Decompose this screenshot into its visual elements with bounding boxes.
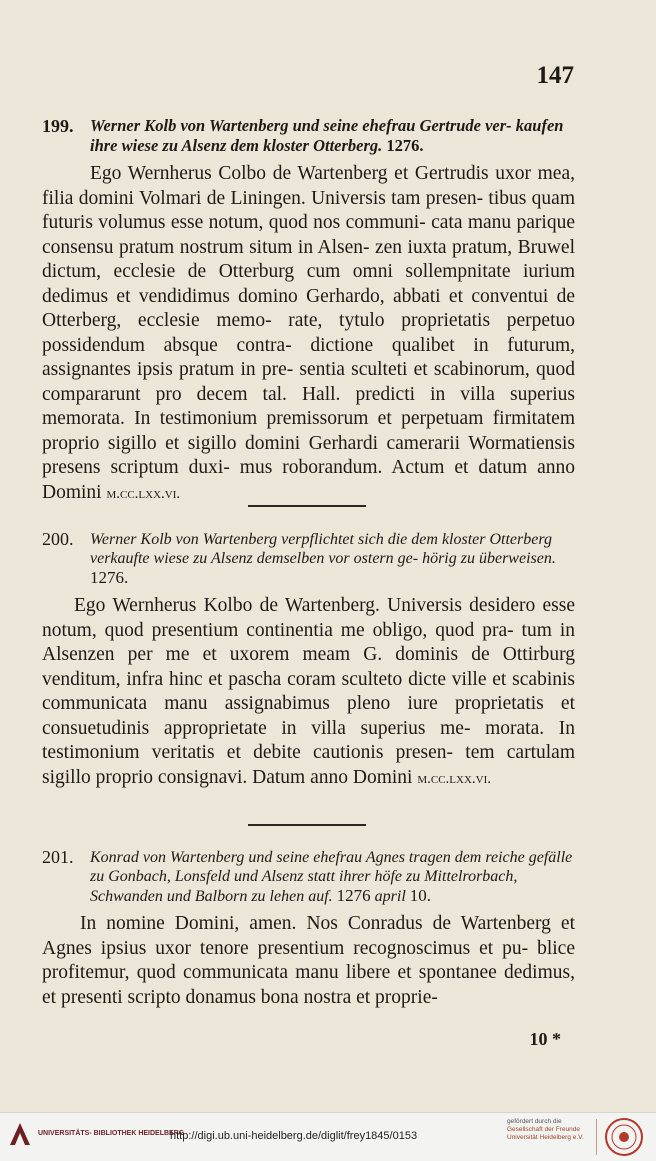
entry-text-date: m.cc.lxx.vi. bbox=[106, 485, 181, 502]
entry-date-month: april bbox=[374, 888, 406, 905]
page-number: 147 bbox=[536, 62, 574, 89]
entry-date: 1276. bbox=[90, 568, 129, 587]
funding-line: gefördert durch die bbox=[507, 1118, 562, 1125]
entry-heading bbox=[42, 116, 575, 156]
entry-heading bbox=[42, 848, 575, 906]
entry-heading-text: Werner Kolb von Wartenberg verpflichtet sich die dem kloster Otterberg verkaufte wiese zu Alsenz demselben vor ostern ge- hörig zu überweisen. bbox=[90, 531, 556, 567]
entry-201 bbox=[42, 848, 575, 1010]
library-logo-text: UNIVERSITÄTS- BIBLIOTHEK HEIDELBERG bbox=[38, 1130, 185, 1137]
funding-line: Universität Heidelberg e.V. bbox=[507, 1134, 584, 1141]
entry-text-date: m.cc.lxx.vi. bbox=[417, 770, 492, 787]
viewer-footer bbox=[0, 1112, 656, 1161]
entry-199 bbox=[42, 116, 575, 506]
printer-signature: 10 * bbox=[529, 1029, 561, 1049]
university-seal-icon bbox=[604, 1117, 644, 1157]
entry-number: 201. bbox=[42, 847, 74, 867]
entry-heading bbox=[42, 530, 575, 588]
entry-text: Ego Wernherus Colbo de Wartenberg et Gertrudis uxor mea, filia domini Volmari de Liningen. Universis tam presen- tibus quam futuris volumus esse notum, quod nos communi- cata manu parique consensu pratum nostrum situm in Alsen- zen iuxta pratum, Bruwel dictum, ecclesie de Otterburg cum omni sollempnitate iurium dedimus et vendidimus domino Gerhardo, abbati et conventui de Otterberg, ecclesie memo- rate, tytulo proprietatis perpetuo possidendum absque contra- dictione qualibet in futurum, assignantes ipsis pratum in pre- sentia sculteti et scabinorum, quod compararunt pro decem tal. Hall. predicti in villa superius memorata. In testimonium premissorum et perpetuam firmitatem proprio sigillo et sigillo domini Gerhardi camerarii Wormatiensis presens scriptum duxi- mus roborandum. Actum et datum anno Domini bbox=[42, 163, 575, 503]
library-logo[interactable] bbox=[8, 1121, 184, 1147]
entry-date: 1276 bbox=[336, 886, 371, 905]
entry-date-day: 10. bbox=[409, 886, 432, 905]
entry-number: 199. bbox=[42, 116, 74, 136]
permalink-url[interactable]: http://digi.ub.uni-heidelberg.de/diglit/frey1845/0153 bbox=[170, 1130, 418, 1142]
section-divider bbox=[248, 505, 366, 507]
entry-body bbox=[42, 912, 575, 1010]
entry-200 bbox=[42, 530, 575, 791]
entry-heading-text: Konrad von Wartenberg und seine ehefrau Agnes tragen dem reiche gefälle zu Gonbach, Lonsfeld und Alsenz statt ihrer höfe zu Mittelrorbach, Schwanden und Balborn zu lehen auf. bbox=[90, 849, 573, 905]
entry-number: 200. bbox=[42, 529, 74, 549]
funding-line: Gesellschaft der Freunde bbox=[507, 1126, 580, 1133]
footer-divider bbox=[596, 1119, 597, 1155]
section-divider bbox=[248, 824, 366, 826]
entry-date: 1276. bbox=[386, 136, 424, 155]
funding-note[interactable] bbox=[507, 1118, 584, 1142]
entry-body bbox=[42, 162, 575, 506]
entry-heading-text: Werner Kolb von Wartenberg und seine ehefrau Gertrude ver- kaufen ihre wiese zu Alsenz dem kloster Otterberg. bbox=[90, 116, 564, 155]
entry-text: Ego Wernherus Kolbo de Wartenberg. Universis desidero esse notum, quod presentium continentia me obligo, quod pra- tum in Alsenzen per me et uxorem meam G. dominis de Ottirburg venditum, infra hinc et pascha coram sculteto dicte ville et scabinis communicata manu assignabimus pleno iure proprietatis et consuetudinis approprietate in villa superius me- morata. In testimonium veritatis et debite cautionis presen- tem cartulam sigillo proprio consignavi. Datum anno Domini bbox=[42, 595, 575, 788]
entry-body bbox=[42, 594, 575, 791]
entry-text: In nomine Domini, amen. Nos Conradus de Wartenberg et Agnes ipsius uxor tenore presentium recognoscimus et pu- blice profitemur, quod communicata manu libere et spontanee dedimus, et presenti scripto donamus bona nostra et proprie- bbox=[42, 913, 575, 1008]
library-logo-icon bbox=[8, 1121, 32, 1147]
